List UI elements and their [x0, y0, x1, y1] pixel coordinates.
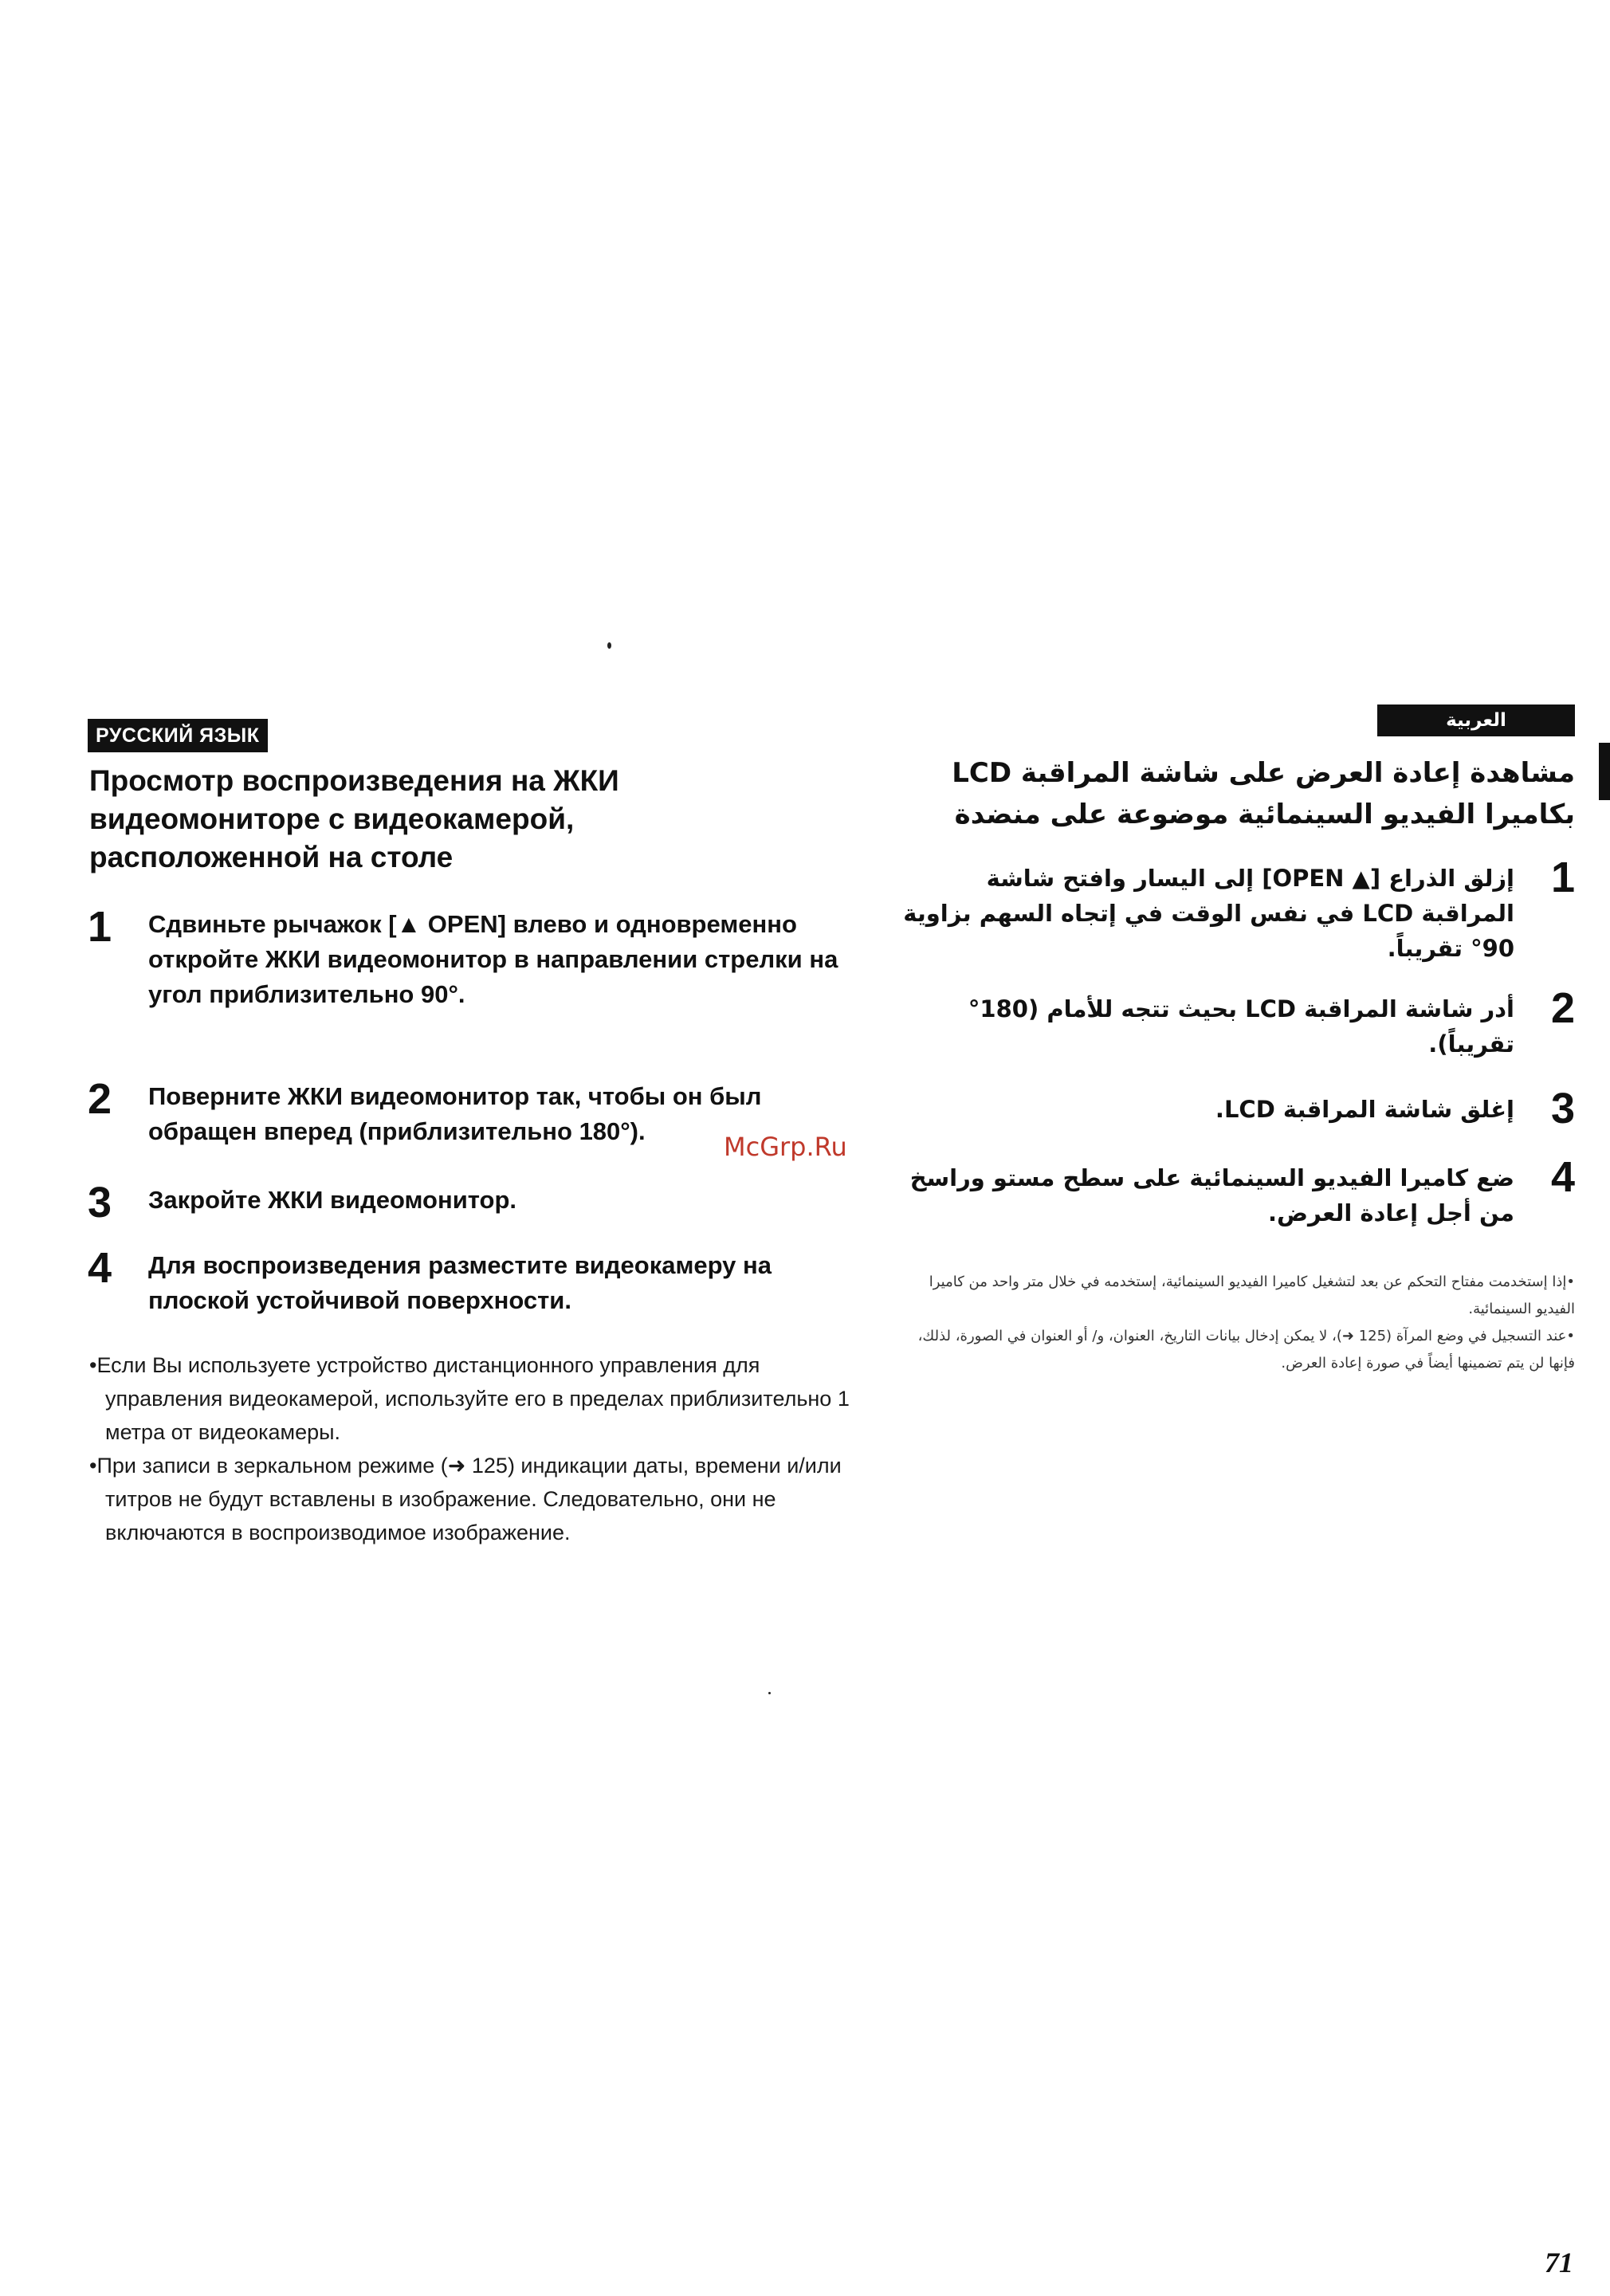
arabic-note-remote: •إذا إستخدمت مفتاح التحكم عن بعد لتشغيل كاميرا الفيديو السينمائية، إستخدمه في خلال متر واحد من كاميرا الفيديو السينمائية.	[929, 1274, 1575, 1317]
speck-top	[607, 642, 611, 649]
russian-note-mirror: •При записи в зеркальном режиме (➜ 125) индикации даты, времени и/или титров не будут вставлены в изображение. Следовательно, они не включаются в воспроизводимое изображение.	[89, 1454, 842, 1544]
step-text: Для воспроизведения разместите видеокамеру на плоской устойчивой поверхности.	[148, 1251, 772, 1314]
step-text: Поверните ЖКИ видеомонитор так, чтобы он был обращен вперед (приблизительно 180°).	[148, 1082, 762, 1145]
arabic-language-label: العربية	[1377, 704, 1575, 736]
step-number: 2	[1550, 984, 1575, 1032]
step-number: 2	[88, 1075, 112, 1123]
step-number: 3	[88, 1179, 112, 1226]
step-number: 1	[1550, 854, 1575, 901]
arabic-section-title: مشاهدة إعادة العرض على شاشة المراقبة LCD بكاميرا الفيديو السينمائية موضوعة على منضدة	[952, 757, 1575, 830]
step-number: 1	[88, 903, 112, 951]
arabic-notes	[905, 1269, 1575, 1377]
step-number: 4	[88, 1244, 112, 1292]
russian-language-label: РУССКИЙ ЯЗЫК	[88, 719, 268, 752]
step-text: ضع كاميرا الفيديو السينمائية على سطح مستو وراسخ من أجل إعادة العرض.	[909, 1164, 1514, 1226]
page-edge-tab	[1599, 743, 1610, 800]
step-text: إغلق شاشة المراقبة LCD.	[1215, 1096, 1514, 1123]
step-text: أدر شاشة المراقبة LCD بحيث تتجه للأمام (180° تقريباً).	[968, 995, 1514, 1058]
step-text: Закройте ЖКИ видеомонитор.	[148, 1186, 517, 1214]
watermark: McGrp.Ru	[724, 1132, 847, 1162]
step-number: 3	[1550, 1085, 1575, 1132]
step-text: Сдвиньте рычажок [▲ OPEN] влево и одновременно откройте ЖКИ видеомонитор в направлении стрелки на угол приблизительно 90°.	[148, 910, 838, 1008]
arabic-note-mirror: •عند التسجيل في وضع المرآة (125 ➜)، لا يمكن إدخال بيانات التاريخ، العنوان، و/ أو العنوان في الصورة، لذلك، فإنها لن يتم تضمينها أيضاً في صورة إعادة العرض.	[917, 1328, 1575, 1372]
step-text: إزلق الذراع [▲ OPEN] إلى اليسار وافتح شاشة المراقبة LCD في نفس الوقت في إتجاه السهم بزاوية 90° تقريباً.	[903, 865, 1514, 962]
speck-bottom	[768, 1692, 771, 1694]
russian-notes	[89, 1348, 870, 1549]
page-number: 71	[1545, 2247, 1573, 2278]
russian-note-remote: •Если Вы используете устройство дистанционного управления для управления видеокамерой, используйте его в пределах приблизительно 1 метра от видеокамеры.	[89, 1353, 850, 1444]
russian-section-title: Просмотр воспроизведения на ЖКИ видеомониторе с видеокамерой, расположенной на столе	[89, 764, 619, 873]
step-number: 4	[1550, 1153, 1575, 1201]
